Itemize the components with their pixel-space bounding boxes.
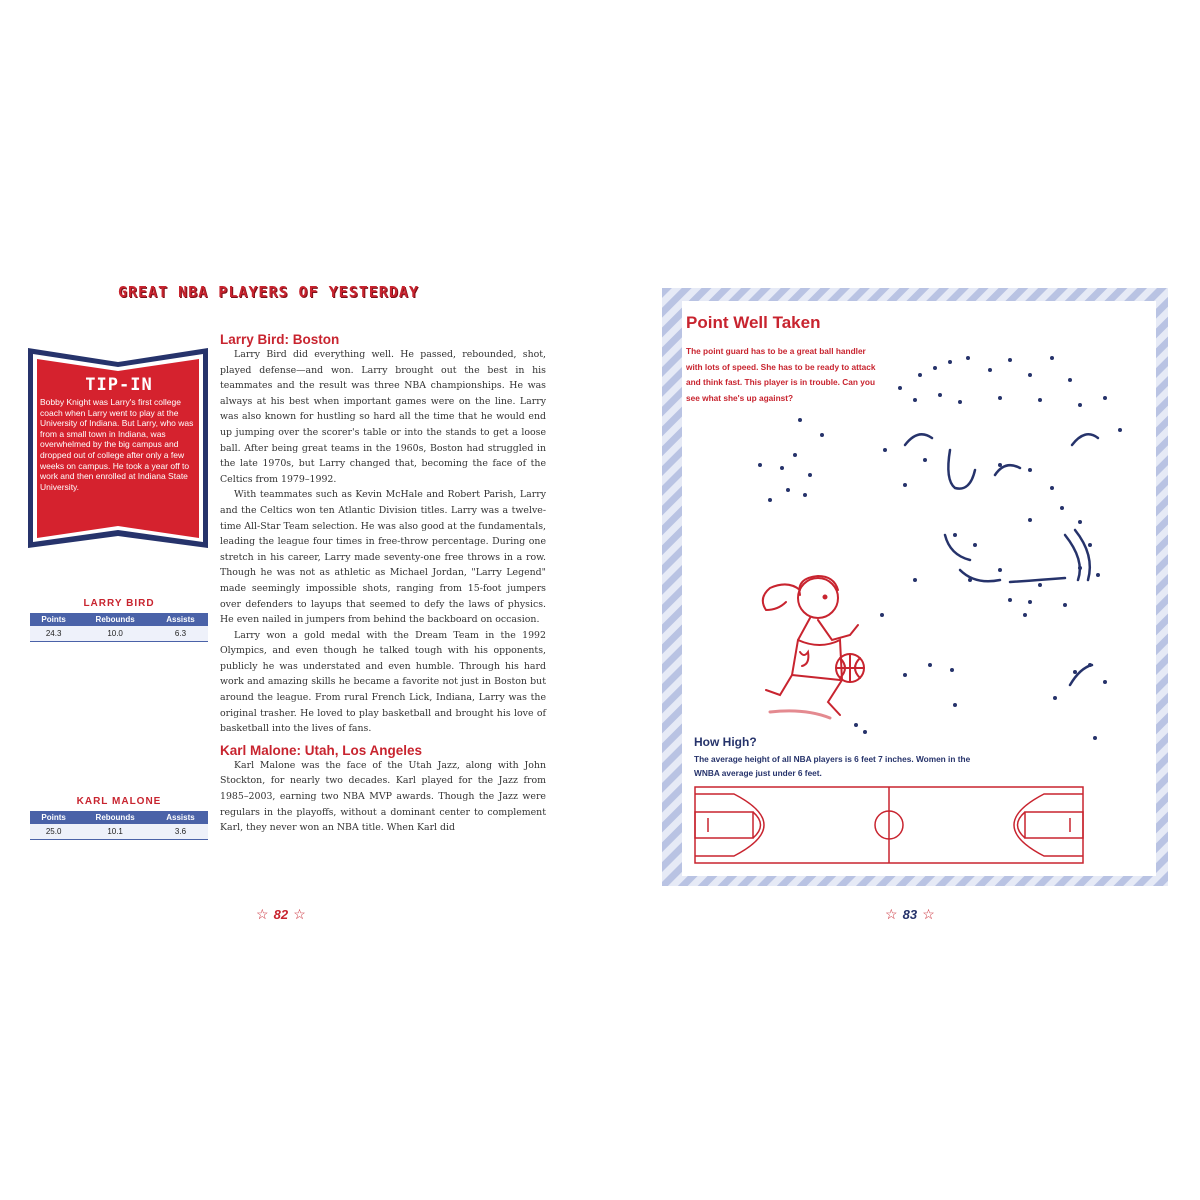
star-icon: ☆ [293, 907, 306, 923]
stats-value: 10.1 [77, 824, 153, 840]
fact-body: The average height of all NBA players is 6 feet 7 inches. Women in the WNBA average just under 6 feet. [694, 754, 971, 778]
page-number: 82 [273, 907, 289, 922]
tip-in-title: TIP-IN [85, 375, 153, 395]
article-heading: Larry Bird: Boston [220, 332, 340, 347]
article-paragraph: Larry won a gold medal with the Dream Team in the 1992 Olympics, and even though he talked tough with his opponents, publicly he was understated and even humble. Through his hard work and amazing skills he became a favorite not just in Boston but around the league. From rural French Lick, Indiana, Larry was the original trasher. He loved to play basketball and brought his love of basketball into the lives of fans. [220, 629, 546, 735]
stats-karl-malone [30, 796, 208, 840]
stats-header: Rebounds [77, 811, 153, 824]
article-paragraph: Larry Bird did everything well. He passed, rebounded, shot, played defense—and won. Larry brought out the best in his teammates and the result was three NBA championships. He was always at his best when important games were on the line. Larry was also known for hustling so hard all the time that he would end up jumping over the scorer's table or into the stands to get a loose ball. After being great teams in the 1960s, Boston had struggled in the late 1970s, but Larry changed that, becoming the face of the Celtics from 1979–1992. [220, 349, 546, 485]
basketball-court [694, 786, 1084, 864]
point-guard-illustration [763, 576, 864, 718]
page-footer-left [256, 904, 306, 923]
stats-header: Points [30, 613, 77, 626]
section-title: GREAT NBA PLAYERS OF YESTERDAY [118, 283, 419, 301]
stats-value: 6.3 [153, 626, 208, 642]
tip-in-body: Bobby Knight was Larry's first college coach when Larry went to play at the University of Indiana. But Larry, who was from a small town in Indiana, was overwhelmed by the big campus and dropped out of college after only a few weeks on campus. He took a year off to work and then enrolled at Indiana State University. [40, 397, 194, 492]
stats-player-name: KARL MALONE [76, 796, 162, 807]
stats-value: 10.0 [77, 626, 153, 642]
stats-value: 24.3 [30, 626, 77, 642]
puzzle-dots [758, 356, 1122, 740]
stats-value: 3.6 [153, 824, 208, 840]
article-paragraph: With teammates such as Kevin McHale and Robert Parish, Larry and the Celtics won ten Atlantic Division titles. Larry was a twelve-time All-Star Team selection. He was also good at the fundamentals, leading the league four times in free-throw percentage. During one stretch in his career, Larry made seventy-one free throws in a row. Though he was not as athletic as Michael Jordan, "Larry Legend" made seemingly impossible shots, ranging from 15-foot jumpers over defenders to layups that seemed to defy the laws of physics. He even nailed in jumpers from behind the backboard on occasion. [220, 489, 546, 626]
star-icon: ☆ [256, 907, 269, 923]
stats-value: 25.0 [30, 824, 77, 840]
activity-title: Point Well Taken [686, 313, 821, 332]
stats-larry-bird [30, 598, 208, 642]
article-column [220, 332, 546, 836]
stats-table [30, 811, 208, 840]
activity-intro: The point guard has to be a great ball handler with lots of speed. She has to be ready to attack and think fast. This player is in trouble. Can you see what she's up against? [686, 346, 876, 403]
dot-to-dot-puzzle [700, 340, 1150, 740]
star-icon: ☆ [922, 907, 935, 923]
article-heading: Karl Malone: Utah, Los Angeles [220, 742, 423, 758]
page-footer-right [885, 904, 935, 923]
stats-header: Assists [153, 811, 208, 824]
tip-in-box [40, 375, 198, 525]
stats-table [30, 613, 208, 642]
stats-header: Assists [153, 613, 208, 626]
stats-player-name: LARRY BIRD [83, 598, 155, 609]
page-number: 83 [902, 907, 918, 922]
stats-header: Rebounds [77, 613, 153, 626]
article-paragraph: Karl Malone was the face of the Utah Jazz, along with John Stockton, for nearly two decades. Karl played for the Jazz from 1985–2003, earning two NBA MVP awards. Though the Jazz were regulars in the playoffs, without a dominant center to complement Karl, they never won an NBA title. When Karl did [220, 759, 546, 834]
fact-heading: How High? [694, 735, 757, 749]
star-icon: ☆ [885, 907, 898, 923]
puzzle-lines [905, 434, 1098, 685]
stats-header: Points [30, 811, 77, 824]
